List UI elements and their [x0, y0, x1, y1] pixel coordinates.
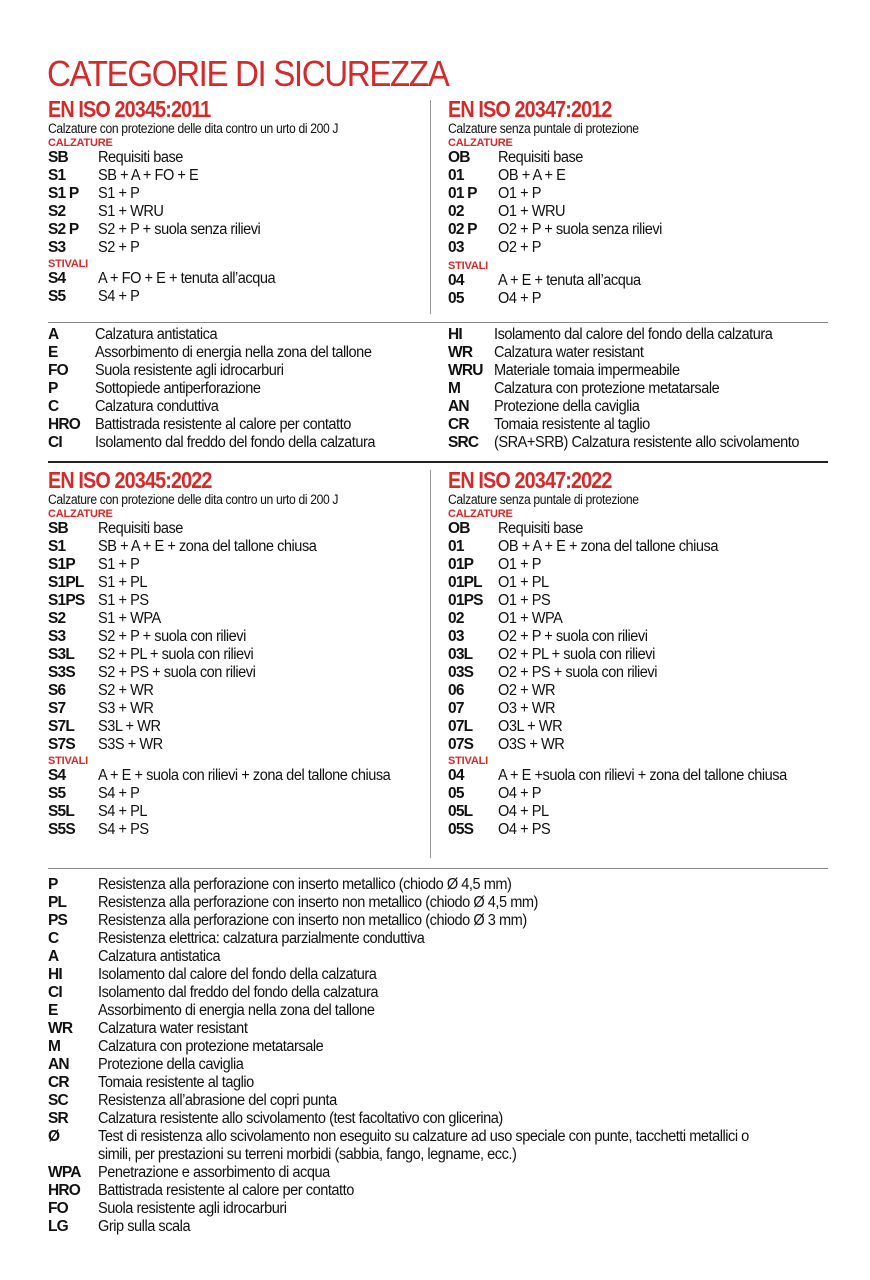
list-item [448, 821, 848, 839]
item-code: 01P [448, 556, 474, 573]
item-text: SB + A + FO + E [98, 167, 199, 184]
list-item [448, 239, 848, 257]
list-item [448, 203, 848, 221]
list-item [448, 682, 848, 700]
item-code: Ø [48, 1128, 60, 1145]
item-text: O4 + P [498, 290, 541, 307]
item-code: S3 [48, 239, 66, 256]
item-text: O1 + WPA [498, 610, 563, 627]
list-item [48, 416, 423, 434]
item-code: S1PS [48, 592, 85, 609]
list-item [48, 912, 848, 930]
list-item [48, 1056, 848, 1074]
item-code: S2 [48, 203, 66, 220]
list-item [48, 984, 848, 1002]
item-text: O4 + P [498, 785, 541, 802]
item-code: SC [48, 1092, 68, 1109]
item-code: WR [48, 1020, 73, 1037]
standard-title: EN ISO 20347:2022 [448, 467, 612, 493]
item-text: O1 + P [498, 185, 541, 202]
list-item [448, 326, 848, 344]
section-20347-2012 [448, 97, 848, 308]
item-text: O1 + PL [498, 574, 549, 591]
section-divider [48, 322, 828, 323]
item-text: A + E +suola con rilievi + zona del tallone chiusa [498, 767, 787, 784]
item-code: 03 [448, 628, 464, 645]
list-item [48, 398, 423, 416]
item-code: S7 [48, 700, 66, 717]
item-code: 05S [448, 821, 474, 838]
item-code: 01 [448, 538, 464, 555]
item-text: Grip sulla scala [98, 1218, 191, 1235]
stivali-list [448, 272, 848, 308]
item-code: 02 P [448, 221, 477, 238]
item-text: Battistrada resistente al calore per contatto [98, 1182, 354, 1199]
item-text: S2 + PS + suola con rilievi [98, 664, 256, 681]
standard-description: Calzature senza puntale di protezione [448, 121, 639, 136]
item-code: 01PS [448, 592, 483, 609]
item-text: O4 + PS [498, 821, 551, 838]
item-text: S3S + WR [98, 736, 163, 753]
item-code: SRC [448, 434, 479, 451]
item-code: OB [448, 149, 470, 166]
list-item [48, 1110, 848, 1128]
page-title: CATEGORIE DI SICUREZZA [47, 53, 449, 94]
list-item [448, 664, 848, 682]
stivali-list [48, 767, 423, 839]
standard-title: EN ISO 20345:2022 [48, 467, 212, 493]
item-text: Protezione della caviglia [98, 1056, 244, 1073]
list-item [48, 876, 848, 894]
item-code: 02 [448, 203, 464, 220]
item-text: Tomaia resistente al taglio [494, 416, 650, 433]
item-code: 01 [448, 167, 464, 184]
list-item [48, 930, 848, 948]
list-item [48, 362, 423, 380]
item-code: S1 [48, 538, 66, 555]
item-code: S3S [48, 664, 75, 681]
standard-description: Calzature con protezione delle dita contro un urto di 200 J [48, 121, 339, 136]
stivali-list [448, 767, 848, 839]
item-code: S7L [48, 718, 75, 735]
calzature-list [448, 149, 848, 257]
item-text: O3L + WR [498, 718, 563, 735]
item-code: 05 [448, 785, 464, 802]
item-code: C [48, 930, 59, 947]
list-item [48, 700, 423, 718]
item-code: S5L [48, 803, 75, 820]
item-text: O3S + WR [498, 736, 565, 753]
list-item [448, 362, 848, 380]
item-code: S3L [48, 646, 75, 663]
item-text: O2 + WR [498, 682, 556, 699]
item-text: Resistenza all’abrasione del copri punta [98, 1092, 337, 1109]
item-text: (SRA+SRB) Calzatura resistente allo scivolamento [494, 434, 800, 451]
list-item [48, 718, 423, 736]
legend-2011-left [48, 326, 423, 452]
item-code: S5 [48, 288, 66, 305]
stivali-label: STIVALI [448, 260, 488, 272]
item-text: Isolamento dal freddo del fondo della calzatura [98, 984, 379, 1001]
item-text: O1 + PS [498, 592, 551, 609]
list-item [48, 185, 423, 203]
item-text: Protezione della caviglia [494, 398, 640, 415]
list-item [48, 1038, 848, 1056]
list-item [48, 1164, 848, 1182]
item-code: S1PL [48, 574, 84, 591]
item-code: S4 [48, 767, 66, 784]
item-code: S7S [48, 736, 75, 753]
list-item [448, 538, 848, 556]
item-text: S2 + PL + suola con rilievi [98, 646, 254, 663]
item-text: S1 + WPA [98, 610, 161, 627]
item-text: S3 + WR [98, 700, 154, 717]
list-item [48, 948, 848, 966]
list-item [448, 398, 848, 416]
list-item [448, 380, 848, 398]
item-text: Resistenza alla perforazione con inserto non metallico (chiodo Ø 3 mm) [98, 912, 527, 929]
item-code: 06 [448, 682, 464, 699]
item-text: Assorbimento di energia nella zona del tallone [95, 344, 372, 361]
list-item [48, 785, 423, 803]
item-code: E [48, 1002, 58, 1019]
item-code: 05L [448, 803, 473, 820]
item-code: PS [48, 912, 68, 929]
item-text: S2 + WR [98, 682, 154, 699]
item-code: 03S [448, 664, 474, 681]
item-code: 01PL [448, 574, 482, 591]
item-code: WR [448, 344, 473, 361]
item-text: Isolamento dal calore del fondo della calzatura [494, 326, 773, 343]
list-item [48, 1218, 848, 1236]
item-code: 04 [448, 272, 464, 289]
item-code: WRU [448, 362, 483, 379]
item-text: Calzatura conduttiva [95, 398, 219, 415]
list-item [48, 821, 423, 839]
list-item [48, 1020, 848, 1038]
list-item [448, 149, 848, 167]
list-item [448, 221, 848, 239]
list-item [48, 894, 848, 912]
item-code: PL [48, 894, 67, 911]
item-text: Calzatura water resistant [98, 1020, 248, 1037]
list-item [48, 767, 423, 785]
section-divider [48, 868, 828, 869]
item-code: HRO [48, 1182, 81, 1199]
list-item [448, 290, 848, 308]
section-20345-2011 [48, 97, 423, 306]
item-code: 03L [448, 646, 473, 663]
calzature-label: CALZATURE [48, 508, 113, 520]
legend-2022 [48, 876, 848, 1236]
item-text: S1 + P [98, 556, 140, 573]
calzature-label: CALZATURE [48, 137, 113, 149]
item-text: Resistenza elettrica: calzatura parzialmente conduttiva [98, 930, 425, 947]
item-text: Calzatura antistatica [95, 326, 218, 343]
item-code: M [48, 1038, 61, 1055]
item-text: Penetrazione e assorbimento di acqua [98, 1164, 330, 1181]
item-text: S4 + PL [98, 803, 147, 820]
list-item [48, 574, 423, 592]
calzature-label: CALZATURE [448, 508, 513, 520]
list-item [448, 736, 848, 754]
section-20345-2022 [48, 468, 423, 839]
item-code: E [48, 344, 58, 361]
item-text: OB + A + E + zona del tallone chiusa [498, 538, 719, 555]
item-text: S4 + P [98, 288, 140, 305]
item-code: S6 [48, 682, 66, 699]
item-code: CI [48, 984, 62, 1001]
list-item [448, 718, 848, 736]
list-item [448, 167, 848, 185]
item-text: O2 + P [498, 239, 541, 256]
list-item [448, 574, 848, 592]
list-item [448, 628, 848, 646]
item-text: OB + A + E [498, 167, 566, 184]
item-code: CR [48, 1074, 69, 1091]
item-code: 03 [448, 239, 464, 256]
item-text: O2 + P + suola con rilievi [498, 628, 648, 645]
item-text: SB + A + E + zona del tallone chiusa [98, 538, 317, 555]
list-item [448, 646, 848, 664]
item-code: SB [48, 149, 68, 166]
list-item [448, 272, 848, 290]
item-text: O4 + PL [498, 803, 549, 820]
list-item [48, 1074, 848, 1092]
item-text: Requisiti base [498, 149, 583, 166]
list-item [448, 416, 848, 434]
list-item [448, 185, 848, 203]
list-item [448, 592, 848, 610]
item-text: S2 + P + suola senza rilievi [98, 221, 261, 238]
item-text: Tomaia resistente al taglio [98, 1074, 254, 1091]
list-item [48, 664, 423, 682]
list-item [48, 434, 423, 452]
list-item [48, 270, 423, 288]
column-divider [430, 100, 431, 314]
list-item [448, 520, 848, 538]
item-code: OB [448, 520, 470, 537]
list-item [48, 1200, 848, 1218]
item-code: WPA [48, 1164, 81, 1181]
item-code: S1 [48, 167, 66, 184]
list-item [448, 767, 848, 785]
list-item [48, 538, 423, 556]
item-text: Sottopiede antiperforazione [95, 380, 261, 397]
item-code: HRO [48, 416, 81, 433]
item-text: Requisiti base [498, 520, 583, 537]
stivali-label: STIVALI [448, 755, 488, 767]
item-text: O2 + P + suola senza rilievi [498, 221, 662, 238]
list-item [48, 1128, 848, 1164]
thick-divider [48, 461, 828, 463]
list-item [48, 1002, 848, 1020]
item-code: 07L [448, 718, 473, 735]
list-item [48, 167, 423, 185]
item-code: S3 [48, 628, 66, 645]
item-text: Battistrada resistente al calore per contatto [95, 416, 351, 433]
item-text: Suola resistente agli idrocarburi [95, 362, 284, 379]
item-code: M [448, 380, 461, 397]
stivali-label: STIVALI [48, 755, 88, 767]
item-text: S1 + PL [98, 574, 147, 591]
section-20347-2022 [448, 468, 848, 839]
item-text: Calzatura water resistant [494, 344, 644, 361]
item-text: Calzatura con protezione metatarsale [98, 1038, 324, 1055]
item-code: 02 [448, 610, 464, 627]
calzature-list [448, 520, 848, 754]
item-text: Calzatura antistatica [98, 948, 221, 965]
item-code: S2 P [48, 221, 79, 238]
item-code: P [48, 876, 58, 893]
item-text: A + E + suola con rilievi + zona del tallone chiusa [98, 767, 391, 784]
item-text: Resistenza alla perforazione con inserto metallico (chiodo Ø 4,5 mm) [98, 876, 512, 893]
item-text: Materiale tomaia impermeabile [494, 362, 680, 379]
item-code: C [48, 398, 59, 415]
legend-2011-right [448, 326, 848, 452]
item-code: 01 P [448, 185, 477, 202]
standard-title: EN ISO 20345:2011 [48, 96, 211, 122]
calzature-label: CALZATURE [448, 137, 513, 149]
item-text: A + E + tenuta all’acqua [498, 272, 641, 289]
list-item [448, 434, 848, 452]
item-text: O2 + PS + suola con rilievi [498, 664, 658, 681]
item-text: S1 + PS [98, 592, 149, 609]
item-text: Resistenza alla perforazione con inserto non metallico (chiodo Ø 4,5 mm) [98, 894, 538, 911]
list-item [448, 344, 848, 362]
item-text: O1 + P [498, 556, 541, 573]
item-text: O1 + WRU [498, 203, 566, 220]
item-text: S1 + P [98, 185, 140, 202]
item-code: CI [48, 434, 62, 451]
item-text: Suola resistente agli idrocarburi [98, 1200, 287, 1217]
item-code: AN [448, 398, 469, 415]
item-text: O2 + PL + suola con rilievi [498, 646, 655, 663]
list-item [48, 592, 423, 610]
list-item [48, 203, 423, 221]
item-text: Requisiti base [98, 149, 183, 166]
item-code: LG [48, 1218, 68, 1235]
item-text: Calzatura con protezione metatarsale [494, 380, 720, 397]
item-code: SR [48, 1110, 68, 1127]
item-text: S2 + P + suola con rilievi [98, 628, 246, 645]
item-code: S5 [48, 785, 66, 802]
item-code: FO [48, 362, 68, 379]
item-code: A [48, 948, 59, 965]
item-code: FO [48, 1200, 68, 1217]
item-code: SB [48, 520, 68, 537]
item-code: A [48, 326, 59, 343]
item-text: Requisiti base [98, 520, 183, 537]
item-code: 07S [448, 736, 474, 753]
item-text: A + FO + E + tenuta all’acqua [98, 270, 276, 287]
list-item [48, 344, 423, 362]
item-text: O3 + WR [498, 700, 556, 717]
item-text: Assorbimento di energia nella zona del tallone [98, 1002, 375, 1019]
list-item [48, 239, 423, 257]
standard-description: Calzature con protezione delle dita contro un urto di 200 J [48, 492, 339, 507]
list-item [448, 700, 848, 718]
item-text: S4 + P [98, 785, 140, 802]
list-item [48, 380, 423, 398]
item-text: Calzatura resistente allo scivolamento (test facoltativo con glicerina) [98, 1110, 503, 1127]
list-item [448, 556, 848, 574]
item-code: S1 P [48, 185, 79, 202]
item-code: S2 [48, 610, 66, 627]
item-code: S1P [48, 556, 75, 573]
list-item [48, 803, 423, 821]
stivali-label: STIVALI [48, 258, 88, 270]
list-item [448, 785, 848, 803]
item-code: 04 [448, 767, 464, 784]
list-item [48, 610, 423, 628]
standard-description: Calzature senza puntale di protezione [448, 492, 639, 507]
item-code: HI [448, 326, 462, 343]
item-text: S2 + P [98, 239, 140, 256]
item-code: S4 [48, 270, 66, 287]
list-item [48, 682, 423, 700]
item-code: AN [48, 1056, 69, 1073]
item-code: 05 [448, 290, 464, 307]
item-code: 07 [448, 700, 464, 717]
list-item [48, 556, 423, 574]
item-code: P [48, 380, 58, 397]
list-item [48, 149, 423, 167]
item-text: S1 + WRU [98, 203, 164, 220]
item-code: HI [48, 966, 62, 983]
list-item [48, 221, 423, 239]
item-text: S3L + WR [98, 718, 161, 735]
item-text: Isolamento dal freddo del fondo della calzatura [95, 434, 376, 451]
column-divider [430, 470, 431, 858]
standard-title: EN ISO 20347:2012 [448, 96, 612, 122]
item-text: Test di resistenza allo scivolamento non eseguito su calzature ad uso speciale con punte, tacchetti metallici o simili, per prestazioni su terreni morbidi (sabbia, fango, legname, ecc.) [98, 1128, 749, 1163]
list-item [48, 288, 423, 306]
list-item [48, 1092, 848, 1110]
stivali-list [48, 270, 423, 306]
list-item [48, 326, 423, 344]
item-code: CR [448, 416, 469, 433]
list-item [448, 610, 848, 628]
list-item [448, 803, 848, 821]
list-item [48, 966, 848, 984]
list-item [48, 520, 423, 538]
calzature-list [48, 520, 423, 754]
calzature-list [48, 149, 423, 257]
list-item [48, 628, 423, 646]
item-text: Isolamento dal calore del fondo della calzatura [98, 966, 377, 983]
item-text: S4 + PS [98, 821, 149, 838]
list-item [48, 736, 423, 754]
list-item [48, 646, 423, 664]
item-code: S5S [48, 821, 75, 838]
list-item [48, 1182, 848, 1200]
